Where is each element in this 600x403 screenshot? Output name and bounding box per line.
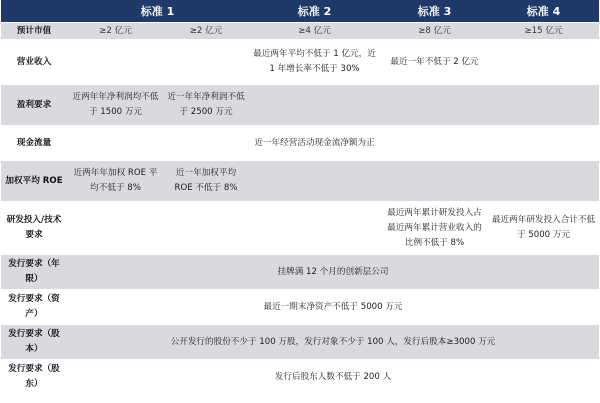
roe-s1b: 近一年加权平均 ROE 不低于 8% [164,161,248,202]
header-standard-1: 标准 1 [67,0,248,23]
profit-s1b: 近一年年净利润不低于 2500 万元 [164,85,248,126]
issue-holders-value: 发行后股东人数不低于 200 人 [67,360,599,395]
row-issue-equity [1,325,599,360]
market-cap-s4: ≥15 亿元 [488,23,599,40]
header-standard-3: 标准 3 [381,0,488,23]
row-issue-holders [1,360,599,395]
row-issue-period [1,255,599,290]
row-label-issue-holders: 发行要求（股东） [1,360,67,395]
revenue-s3: 最近一年不低于 2 亿元 [381,40,488,85]
issue-assets-value: 最近一期末净资产不低于 5000 万元 [67,290,599,325]
row-revenue [1,40,599,85]
header-row [1,0,599,23]
market-cap-s2: ≥4 亿元 [248,23,381,40]
header-standard-4: 标准 4 [488,0,599,23]
row-issue-assets [1,290,599,325]
revenue-s2: 最近两年平均不低于 1 亿元，近 1 年增长率不低于 30% [248,40,381,85]
rd-s3: 最近两年累计研发投入占最近两年累计营业收入的比例不低于 8% [381,202,488,255]
cash-flow-s1 [67,126,248,161]
row-label-issue-equity: 发行要求（股本） [1,325,67,360]
row-rd [1,202,599,255]
rd-s1-s2 [67,202,381,255]
roe-s1a: 近两年年加权 ROE 平均不低于 8% [67,161,164,202]
issue-period-value: 挂牌满 12 个月的创新层公司 [67,255,599,290]
row-cash-flow [1,126,599,161]
market-cap-s3: ≥8 亿元 [381,23,488,40]
row-roe [1,161,599,202]
row-label-profit: 盈利要求 [1,85,67,126]
row-profit [1,85,599,126]
cash-flow-s3-s4 [381,126,599,161]
header-standard-2: 标准 2 [248,0,381,23]
revenue-s4 [488,40,599,85]
rd-s4: 最近两年研发投入合计不低于 5000 万元 [488,202,599,255]
issue-equity-value: 公开发行的股份不少于 100 万股，发行对象不少于 100 人，发行后股本≥3000 万元 [67,325,599,360]
row-market-cap [1,23,599,40]
roe-s2-s4 [248,161,599,202]
market-cap-s1a: ≥2 亿元 [67,23,164,40]
profit-s2-s4 [248,85,599,126]
profit-s1a: 近两年年净利润均不低于 1500 万元 [67,85,164,126]
cash-flow-s2: 近一年经营活动现金流净额为正 [248,126,381,161]
row-label-rd: 研发投入/技术要求 [1,202,67,255]
revenue-s1 [67,40,248,85]
listing-standards-table [1,0,599,395]
row-label-cash-flow: 现金流量 [1,126,67,161]
header-blank [1,0,67,23]
row-label-issue-period: 发行要求（年限） [1,255,67,290]
row-label-market-cap: 预计市值 [1,23,67,40]
row-label-issue-assets: 发行要求（资产） [1,290,67,325]
market-cap-s1b: ≥2 亿元 [164,23,248,40]
row-label-roe: 加权平均 ROE [1,161,67,202]
row-label-revenue: 营业收入 [1,40,67,85]
